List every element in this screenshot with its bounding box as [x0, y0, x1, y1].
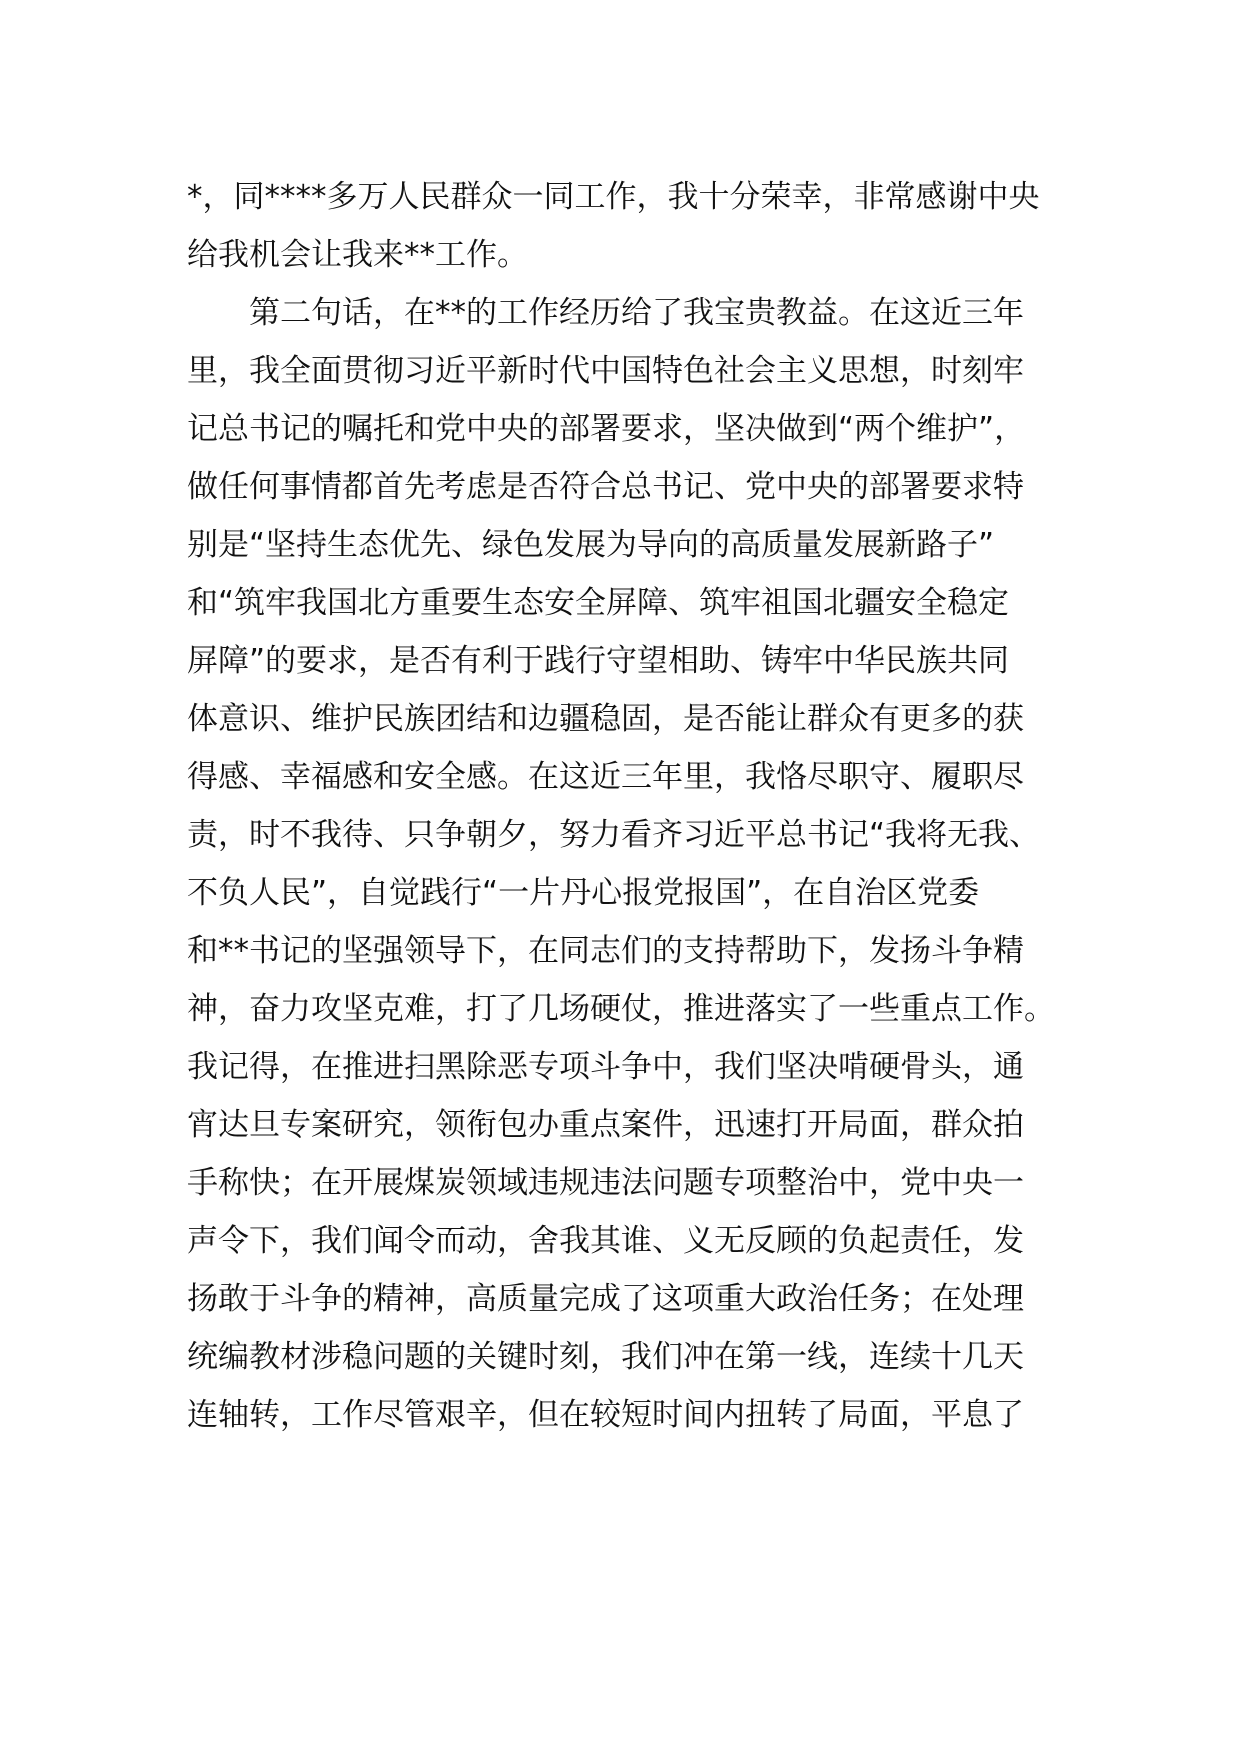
text-line: 记总书记的嘱托和党中央的部署要求，坚决做到“两个维护”， — [187, 411, 1026, 447]
text-line: 里，我全面贯彻习近平新时代中国特色社会主义思想，时刻牢 — [187, 353, 1024, 389]
text-line: 神，奋力攻坚克难，打了几场硬仗，推进落实了一些重点工作。 — [187, 991, 1055, 1027]
text-line: 扬敢于斗争的精神，高质量完成了这项重大政治任务；在处理 — [187, 1281, 1024, 1317]
text-line: 屏障”的要求，是否有利于践行守望相助、铸牢中华民族共同 — [187, 643, 1010, 679]
text-line: 责，时不我待、只争朝夕，努力看齐习近平总书记“我将无我、 — [187, 817, 1041, 853]
text-line: 宵达旦专案研究，领衔包办重点案件，迅速打开局面，群众拍 — [187, 1107, 1024, 1143]
text-line: 统编教材涉稳问题的关键时刻，我们冲在第一线，连续十几天 — [187, 1339, 1024, 1375]
text-line: 体意识、维护民族团结和边疆稳固，是否能让群众有更多的获 — [187, 701, 1024, 737]
body-text — [187, 168, 1067, 1444]
text-line: 得感、幸福感和安全感。在这近三年里，我恪尽职守、履职尽 — [187, 759, 1024, 795]
text-line: 给我机会让我来**工作。 — [187, 237, 528, 273]
text-line: 做任何事情都首先考虑是否符合总书记、党中央的部署要求特 — [187, 469, 1024, 505]
text-line: 手称快；在开展煤炭领域违规违法问题专项整治中，党中央一 — [187, 1165, 1024, 1201]
text-line: 不负人民”，自觉践行“一片丹心报党报国”，在自治区党委 — [187, 875, 980, 911]
text-line: 和**书记的坚强领导下，在同志们的支持帮助下，发扬斗争精 — [187, 933, 1024, 969]
text-line: 我记得，在推进扫黑除恶专项斗争中，我们坚决啃硬骨头，通 — [187, 1049, 1024, 1085]
paragraph-start-line: 第二句话，在**的工作经历给了我宝贵教益。在这近三年 — [249, 295, 1024, 331]
text-line: 声令下，我们闻令而动，舍我其谁、义无反顾的负起责任，发 — [187, 1223, 1024, 1259]
text-line: 连轴转，工作尽管艰辛，但在较短时间内扭转了局面，平息了 — [187, 1397, 1024, 1433]
text-line: 和“筑牢我国北方重要生态安全屏障、筑牢祖国北疆安全稳定 — [187, 585, 1010, 621]
text-line: *，同****多万人民群众一同工作，我十分荣幸，非常感谢中央 — [187, 179, 1040, 215]
text-line: 别是“坚持生态优先、绿色发展为导向的高质量发展新路子” — [187, 527, 995, 563]
